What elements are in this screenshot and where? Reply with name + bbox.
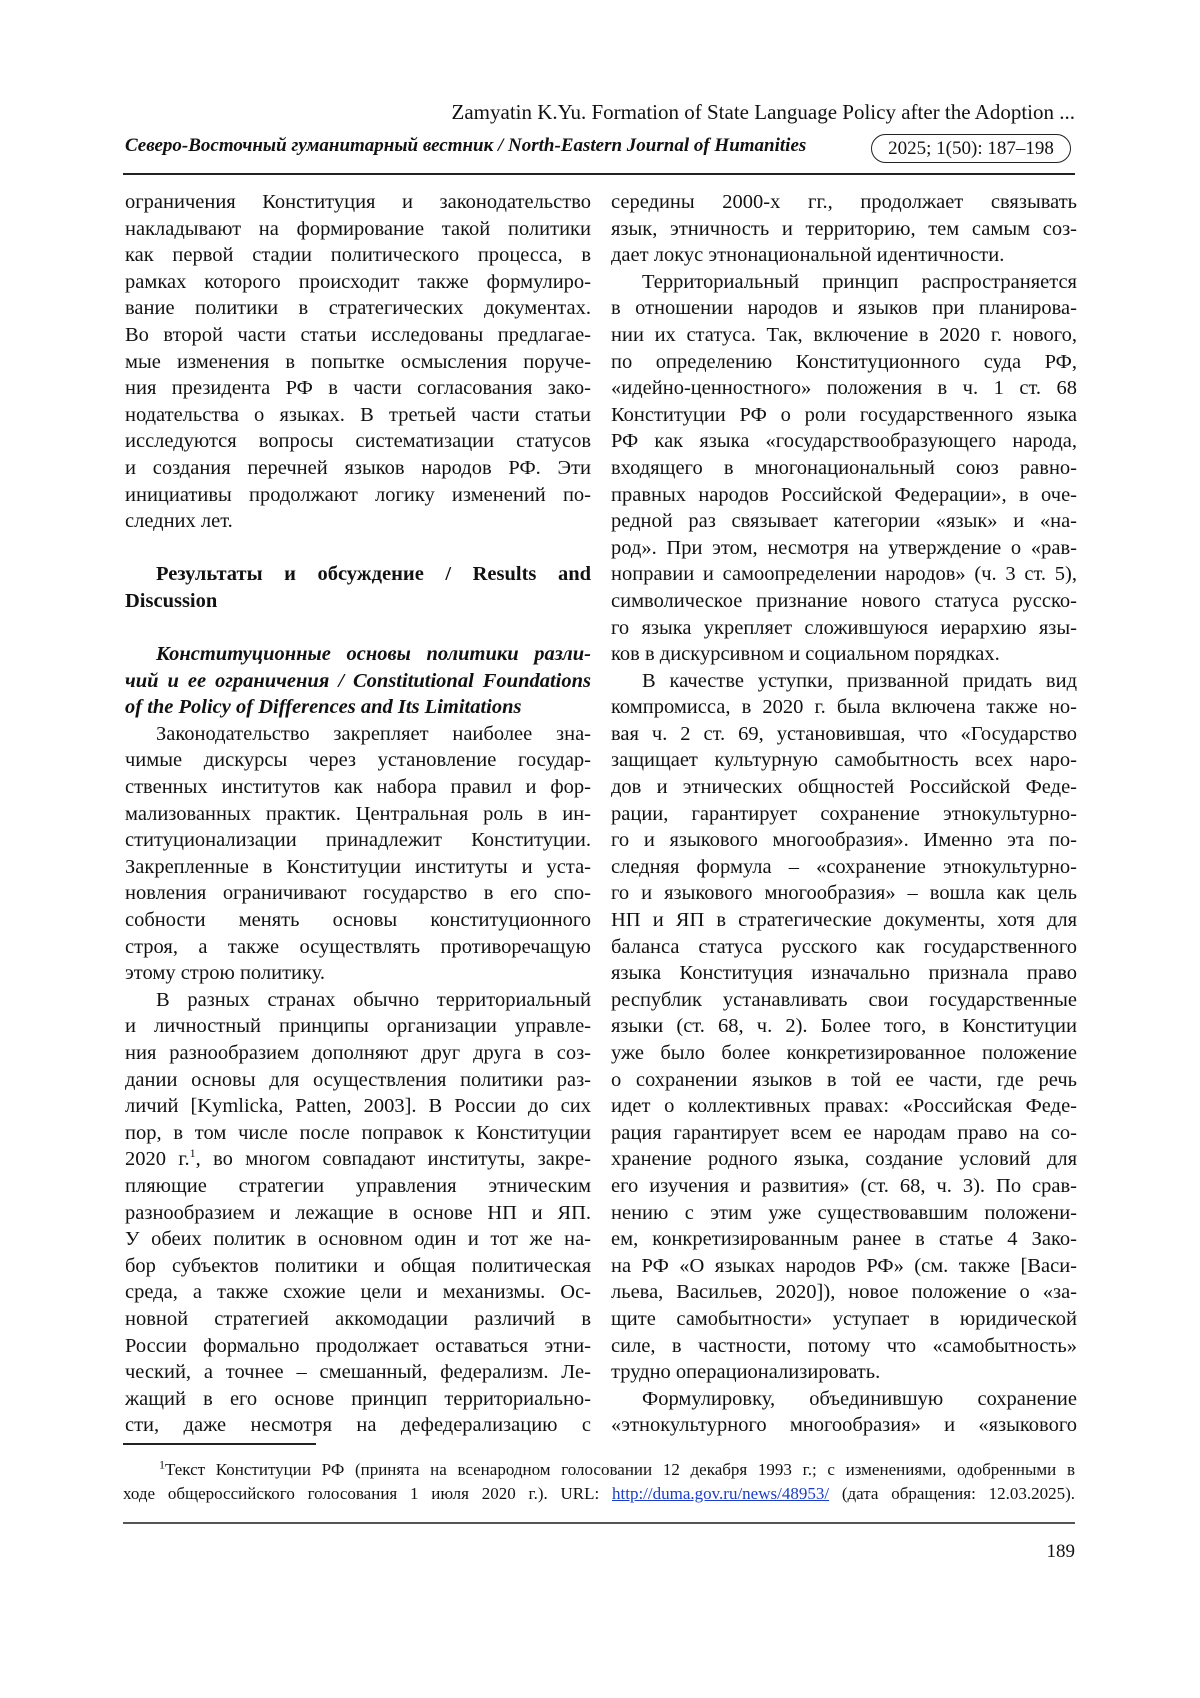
line-text: символическое признание нового статуса русско- <box>611 589 1077 612</box>
line-text: пор, в том числе после поправок к Конституции <box>125 1121 591 1144</box>
paragraph-line <box>125 1253 591 1280</box>
line-text: нии их статуса. Так, включение в 2020 г. нового, <box>611 323 1077 346</box>
line-text: новной стратегией аккомодации различий в <box>125 1307 591 1330</box>
line-text: ственных институтов как набора правил и фор- <box>125 776 591 799</box>
paragraph-line <box>611 934 1077 961</box>
line-text: го и языкового многообразия». Именно эта по- <box>611 829 1077 852</box>
line-text: чий и ее ограничения / Constitutional Foundations <box>125 669 591 692</box>
paragraph-line <box>125 508 591 535</box>
line-text: В качестве уступки, призванной придать вид <box>642 669 1077 692</box>
paragraph-line <box>611 402 1077 429</box>
line-text: ституционализации принадлежит Конституции. <box>125 829 591 852</box>
journal-title: Северо-Восточный гуманитарный вестник / North-Eastern Journal of Humanities <box>125 135 807 156</box>
line-text: среда, а также схожие цели и механизмы. Ос- <box>125 1281 591 1304</box>
paragraph-line <box>611 295 1077 322</box>
paragraph-line <box>125 1226 591 1253</box>
paragraph-line <box>611 1146 1077 1173</box>
line-text: собности менять основы конституционного <box>125 909 591 932</box>
paragraph-line <box>611 216 1077 243</box>
heading-line <box>125 641 591 668</box>
line-text: о сохранении языков в той ее части, где речь <box>611 1068 1077 1091</box>
paragraph-line <box>611 1067 1077 1094</box>
line-text: род». При этом, несмотря на утверждение о «рав- <box>611 536 1077 559</box>
line-text: по определению Конституционного суда РФ, <box>611 350 1077 373</box>
paragraph-line <box>125 1279 591 1306</box>
line-text: следних лет. <box>125 510 233 533</box>
paragraph-line <box>125 1120 591 1147</box>
line-text: язык, этничность и территорию, тем самым соз- <box>611 217 1077 240</box>
paragraph-line <box>611 960 1077 987</box>
line-text: ем, конкретизированным ранее в статье 4 Зако- <box>611 1228 1077 1251</box>
paragraph-line <box>611 694 1077 721</box>
paragraph-line <box>611 1412 1077 1439</box>
paragraph-line <box>611 774 1077 801</box>
paragraph-line <box>611 1386 1077 1413</box>
line-text: Во второй части статьи исследованы предлагае- <box>125 323 591 346</box>
paragraph-line <box>611 1333 1077 1360</box>
paragraph-line <box>125 269 591 296</box>
line-text: разнообразием и лежащие в основе НП и ЯП. <box>125 1201 591 1224</box>
paragraph-line <box>125 1359 591 1386</box>
line-text: Результаты и обсуждение / Results and <box>156 563 591 586</box>
line-text: дает локус этнонациональной идентичности. <box>611 244 1005 267</box>
line-text: ния президента РФ в части согласования зако- <box>125 377 591 400</box>
page-number: 189 <box>1046 1541 1075 1562</box>
line-text: нодательства о языках. В третьей части статьи <box>125 403 591 426</box>
line-text: вание политики в стратегических документах. <box>125 297 591 320</box>
line-text: редной раз связывает категории «язык» и «на- <box>611 510 1077 533</box>
header-divider <box>123 173 1075 175</box>
paragraph-line <box>611 242 1077 269</box>
line-text: дов и этнических общностей Российской Феде- <box>611 776 1077 799</box>
line-text: в отношении народов и языков при планирова- <box>611 297 1077 320</box>
line-text: ков в дискурсивном и социальном порядках. <box>611 643 1000 666</box>
footnote-divider <box>123 1443 316 1445</box>
paragraph-line <box>611 508 1077 535</box>
issue-badge: 2025; 1(50): 187–198 <box>871 134 1071 163</box>
paragraph-line <box>125 827 591 854</box>
line-text: мализованных практик. Центральная роль в ин- <box>125 802 591 825</box>
line-text: пляющие стратегии управления этническим <box>125 1174 591 1197</box>
line-text: Территориальный принцип распространяется <box>642 270 1077 293</box>
paragraph-line <box>125 934 591 961</box>
line-text: жащий в его основе принцип территориально- <box>125 1387 591 1410</box>
paragraph-line <box>611 987 1077 1014</box>
paragraph-line <box>611 588 1077 615</box>
line-text: рация гарантирует всем ее народам право на со- <box>611 1121 1077 1144</box>
blank-line <box>125 615 591 642</box>
paragraph-line <box>611 907 1077 934</box>
paragraph-line <box>611 721 1077 748</box>
line-text: правных народов Российской Федерации», в оче- <box>611 483 1077 506</box>
paragraph-line <box>125 1173 591 1200</box>
paragraph-line <box>611 1013 1077 1040</box>
line-text: Конституции РФ о роли государственного языка <box>611 403 1077 426</box>
line-text: рамках которого происходит также формулиро- <box>125 270 591 293</box>
paragraph-line <box>611 827 1077 854</box>
line-text: of the Policy of Differences and Its Limitations <box>125 696 522 719</box>
footnote-text-post: (дата обращения: 12.03.2025). <box>829 1484 1075 1503</box>
paragraph-line <box>611 322 1077 349</box>
line-text: У обеих политик в основном один и тот же на- <box>125 1228 591 1251</box>
line-text: 2020 г. <box>125 1148 190 1171</box>
line-text: силе, в частности, потому что «самобытность» <box>611 1334 1077 1357</box>
line-text: России формально продолжает оставаться этни- <box>125 1334 591 1357</box>
paragraph-line <box>125 1146 591 1173</box>
paragraph-line <box>125 1067 591 1094</box>
line-text: «этнокультурного многообразия» и «языкового <box>611 1414 1077 1437</box>
paragraph-line <box>611 1253 1077 1280</box>
paragraph-line <box>125 322 591 349</box>
footnote-marker: 1 <box>159 1457 165 1472</box>
line-text: защищает культурную самобытность всех наро- <box>611 749 1077 772</box>
line-text: трудно операционализировать. <box>611 1361 881 1384</box>
paragraph-line <box>125 295 591 322</box>
paragraph-line <box>125 721 591 748</box>
paragraph-line <box>611 189 1077 216</box>
line-text: ческий, а точнее – смешанный, федерализм. Ле- <box>125 1361 591 1384</box>
paragraph-line <box>125 774 591 801</box>
line-text: компромисса, в 2020 г. была включена также но- <box>611 696 1077 719</box>
paragraph-line <box>611 428 1077 455</box>
line-text: , во многом совпадают институты, закре- <box>195 1148 591 1171</box>
paragraph-line <box>125 402 591 429</box>
line-text: строя, а также осуществлять противоречащую <box>125 935 591 958</box>
line-text: РФ как языка «государствообразующего народа, <box>611 430 1077 453</box>
paragraph-line <box>125 880 591 907</box>
paragraph-line <box>125 1013 591 1040</box>
paragraph-line <box>611 1173 1077 1200</box>
footnote-line-2 <box>123 1482 1075 1506</box>
line-text: го и языкового многообразия» – вошла как цель <box>611 882 1077 905</box>
line-text: середины 2000-х гг., продолжает связывать <box>611 191 1077 213</box>
paragraph-line <box>611 535 1077 562</box>
paragraph-line <box>125 1412 591 1439</box>
line-text: накладывают на формирование такой политики <box>125 217 591 240</box>
left-column <box>125 189 591 1439</box>
line-text: следняя формула – «сохранение этнокультурно- <box>611 855 1077 878</box>
running-title: Zamyatin K.Yu. Formation of State Language Policy after the Adoption ... <box>451 100 1075 124</box>
line-text: В разных странах обычно территориальный <box>156 988 591 1011</box>
line-text: его изучения и развития» (ст. 68, ч. 3). По срав- <box>611 1174 1077 1197</box>
line-text: НП и ЯП в стратегические документы, хотя для <box>611 909 1077 932</box>
paragraph-line <box>125 349 591 376</box>
footnote-ref[interactable]: 1 <box>189 1146 196 1161</box>
line-text: Конституционные основы политики разли- <box>156 643 591 666</box>
line-text: Discussion <box>125 589 218 612</box>
paragraph-line <box>611 455 1077 482</box>
paragraph-line <box>125 1306 591 1333</box>
line-text: на РФ «О языках народов РФ» (см. также [Васи- <box>611 1254 1077 1277</box>
paragraph-line <box>125 1200 591 1227</box>
heading-line <box>125 668 591 695</box>
line-text: и личностный принципы организации управле- <box>125 1015 591 1038</box>
footnote-text-pre: ходе общероссийского голосования 1 июля 2020 г.). URL: <box>123 1484 613 1503</box>
line-text: уже было более конкретизированное положение <box>611 1042 1077 1064</box>
footnote-line-1 <box>123 1458 1075 1482</box>
footnote-text: Текст Конституции РФ (принята на всенародном голосовании 12 декабря 1993 г.; с изменениями, одобренными в <box>165 1460 1075 1479</box>
line-text: и создания перечней языков народов РФ. Эти <box>125 456 591 479</box>
line-text: ния разнообразием дополняют друг друга в соз- <box>125 1042 591 1064</box>
line-text: ограничения Конституция и законодательство <box>125 191 591 213</box>
line-text: ноправии и самоопределении народов» (ч. 3 ст. 5), <box>611 563 1077 586</box>
paragraph-line <box>611 269 1077 296</box>
line-text: льева, Васильев, 2020]), новое положение о «за- <box>611 1281 1077 1304</box>
line-text: чимые дискурсы через установление государ- <box>125 749 591 772</box>
paragraph-line <box>125 455 591 482</box>
line-text: республик устанавливать свои государственные <box>611 988 1077 1011</box>
line-text: «идейно-ценностного» положения в ч. 1 ст. 68 <box>611 377 1077 400</box>
line-text: идет о коллективных правах: «Российская Феде- <box>611 1095 1077 1118</box>
paragraph-line <box>611 482 1077 509</box>
paragraph-line <box>125 1386 591 1413</box>
heading-line <box>125 561 591 588</box>
line-text: бор субъектов политики и общая политическая <box>125 1254 591 1277</box>
line-text: языки (ст. 68, ч. 2). Более того, в Конституции <box>611 1015 1077 1038</box>
heading-line <box>125 694 591 721</box>
paragraph-line <box>611 747 1077 774</box>
footnote-link[interactable]: http://duma.gov.ru/news/48953/ <box>612 1484 830 1503</box>
paragraph-line <box>611 1226 1077 1253</box>
paragraph-line <box>125 1040 591 1067</box>
paragraph-line <box>125 907 591 934</box>
paragraph-line <box>611 880 1077 907</box>
paragraph-line <box>611 1200 1077 1227</box>
paragraph-line <box>611 854 1077 881</box>
paragraph-line <box>125 216 591 243</box>
line-text: мые изменения в попытке осмысления поруче- <box>125 350 591 373</box>
line-text: входящего в многонациональный союз равно- <box>611 456 1077 479</box>
paragraph-line <box>611 1279 1077 1306</box>
paragraph-line <box>611 801 1077 828</box>
paragraph-line <box>125 428 591 455</box>
paragraph-line <box>611 641 1077 668</box>
paragraph-line <box>611 375 1077 402</box>
line-text: личий [Kymlicka, Patten, 2003]. В России до сих <box>125 1095 591 1118</box>
paragraph-line <box>611 1359 1077 1386</box>
paragraph-line <box>611 668 1077 695</box>
paragraph-line <box>125 1333 591 1360</box>
line-text: го языка укрепляет сложившуюся иерархию язы- <box>611 616 1077 639</box>
line-text: Законодательство закрепляет наиболее зна- <box>156 722 591 745</box>
paragraph-line <box>611 1120 1077 1147</box>
paragraph-line <box>611 1040 1077 1067</box>
line-text: рации, гарантирует сохранение этнокультурно- <box>611 802 1077 825</box>
line-text: нению с этим уже существовавшим положени- <box>611 1201 1077 1224</box>
footer-divider <box>123 1522 1075 1524</box>
paragraph-line <box>611 561 1077 588</box>
line-text: Формулировку, объединившую сохранение <box>642 1387 1077 1410</box>
line-text: Закрепленные в Конституции институты и уста- <box>125 855 591 878</box>
paragraph-line <box>125 987 591 1014</box>
paragraph-line <box>125 854 591 881</box>
heading-line <box>125 588 591 615</box>
line-text: сти, даже несмотря на дефедерализацию с <box>125 1414 591 1437</box>
paragraph-line <box>125 189 591 216</box>
line-text: вая ч. 2 ст. 69, установившая, что «Государство <box>611 722 1077 745</box>
paragraph-line <box>125 482 591 509</box>
blank-line <box>125 535 591 562</box>
paragraph-line <box>611 1306 1077 1333</box>
paragraph-line <box>125 747 591 774</box>
paragraph-line <box>125 375 591 402</box>
paragraph-line <box>125 242 591 269</box>
line-text: щите самобытности» уступает в юридической <box>611 1307 1077 1330</box>
line-text: хранение родного языка, создание условий для <box>611 1148 1077 1171</box>
line-text: этому строю политику. <box>125 962 326 985</box>
paragraph-line <box>611 615 1077 642</box>
line-text: новления ограничивают государство в его спо- <box>125 882 591 905</box>
line-text: инициативы продолжают логику изменений по- <box>125 483 591 506</box>
line-text: исследуются вопросы систематизации статусов <box>125 430 591 453</box>
paragraph-line <box>611 349 1077 376</box>
right-column <box>611 189 1077 1439</box>
paragraph-line <box>125 801 591 828</box>
line-text: баланса статуса русского как государственного <box>611 935 1077 958</box>
line-text: как первой стадии политического процесса, в <box>125 244 591 267</box>
paragraph-line <box>125 960 591 987</box>
line-text: языка Конституция изначально признала право <box>611 962 1077 985</box>
line-text: дании основы для осуществления политики раз- <box>125 1068 591 1091</box>
paragraph-line <box>611 1093 1077 1120</box>
paragraph-line <box>125 1093 591 1120</box>
